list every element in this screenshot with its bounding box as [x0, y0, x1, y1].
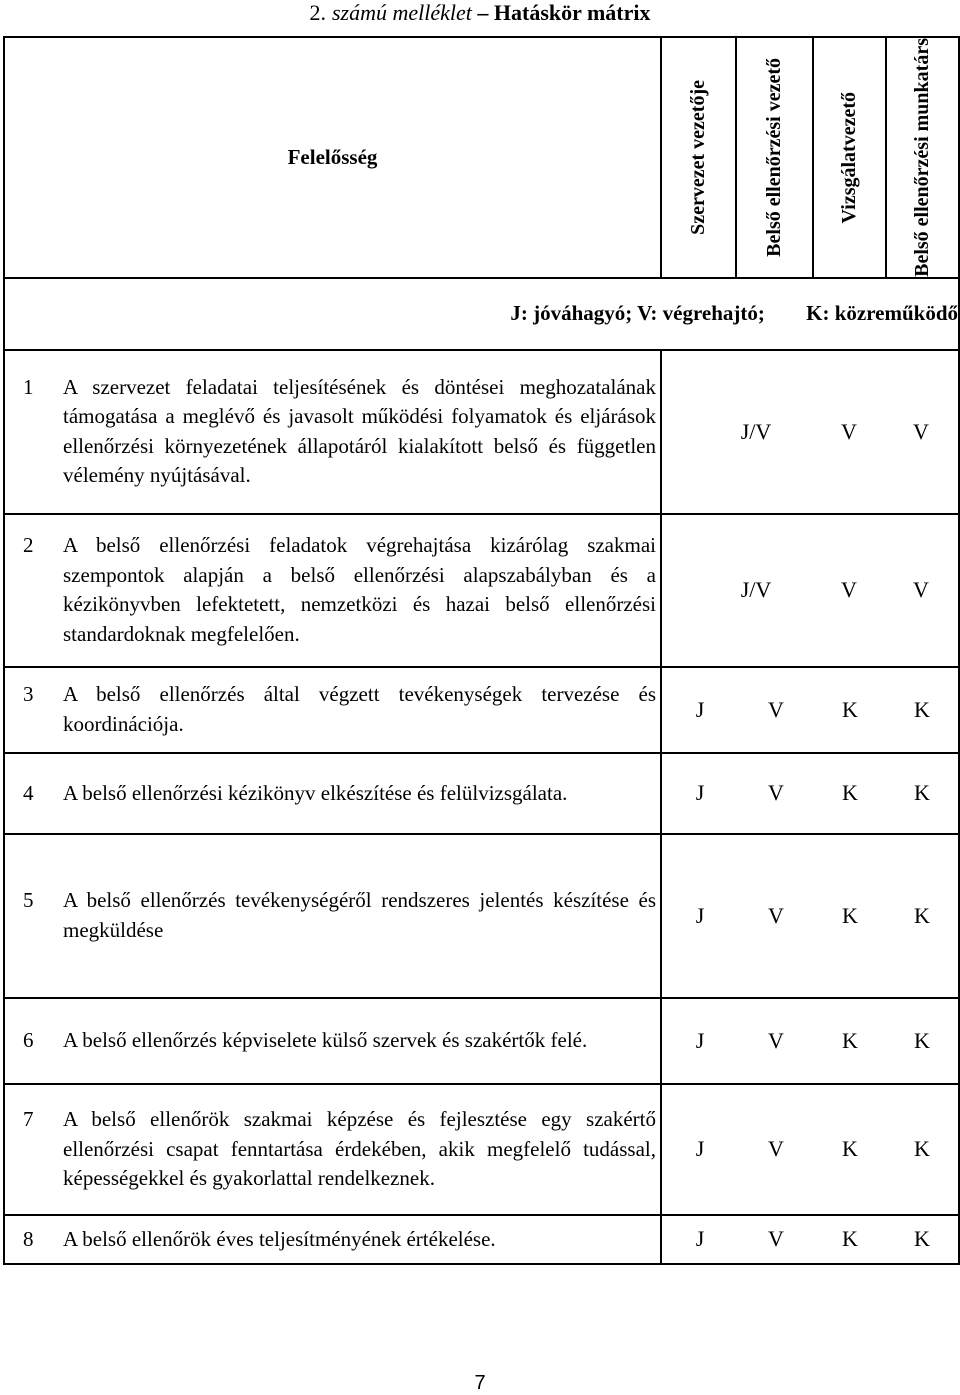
responsibility-mark: K	[914, 1027, 930, 1053]
responsibility-mark: V	[768, 1027, 784, 1053]
task-text: A belső ellenőrzési feladatok végrehajtása kizárólag szakmai szempontok alapján a belső ellenőrzési alapszabályban és a kézikönyvben lefektetett, nemzetközi és hazai belső ellenőrzési standardoknak megfelelően.	[63, 533, 656, 646]
responsibility-mark: V	[841, 418, 857, 444]
task-text: A belső ellenőrök szakmai képzése és fejlesztése egy szakértő ellenőrzési csapat fenntartása érdekében, akik megfelelő tudással, képességekkel és gyakorlattal rendelkeznek.	[63, 1107, 656, 1191]
responsibility-mark: K	[842, 902, 858, 928]
responsibility-marks	[661, 753, 959, 834]
responsibility-mark: V	[913, 577, 929, 603]
task-number: 6	[23, 1028, 34, 1053]
role-header	[736, 37, 813, 278]
task-number: 5	[23, 888, 34, 913]
responsibility-mark: J/V	[740, 418, 772, 444]
task-number: 7	[23, 1107, 34, 1132]
responsibility-marks	[661, 350, 959, 514]
responsibility-matrix-table	[3, 36, 960, 1265]
responsibility-mark: K	[842, 1027, 858, 1053]
page-title	[0, 0, 960, 26]
responsibility-marks	[661, 667, 959, 753]
title-italic: számú melléklet	[331, 0, 472, 25]
task-text: A belső ellenőrzés képviselete külső szervek és szakértők felé.	[63, 1028, 588, 1053]
responsibility-mark: V	[768, 1136, 784, 1162]
task-cell	[4, 514, 661, 667]
responsibility-mark: J	[695, 780, 705, 806]
task-number: 2	[23, 533, 34, 558]
responsibility-mark: K	[842, 1226, 858, 1252]
responsibility-mark: K	[842, 1136, 858, 1162]
responsibility-mark: K	[842, 780, 858, 806]
task-text: A belső ellenőrzés tevékenységéről rendszeres jelentés készítése és megküldése	[63, 888, 656, 942]
title-rest: – Hatáskör mátrix	[477, 0, 651, 25]
responsibility-marks	[661, 998, 959, 1084]
task-cell	[4, 350, 661, 514]
responsibility-marks	[661, 514, 959, 667]
task-row	[4, 350, 959, 514]
responsibility-mark: V	[768, 780, 784, 806]
task-text: A szervezet feladatai teljesítésének és döntései meghozatalának támogatása a meglévő és javasolt működési folyamatok és eljárások ellenőrzési környezetének állapotáról kialakított belső és független vélemény nyújtásával.	[63, 374, 656, 488]
task-text: A belső ellenőrök éves teljesítményének értékelése.	[63, 1226, 496, 1251]
task-row	[4, 998, 959, 1084]
responsibility-mark: V	[768, 902, 784, 928]
task-number: 4	[23, 780, 34, 805]
task-row	[4, 753, 959, 834]
responsibility-mark: J/V	[740, 577, 772, 603]
legend-approver: J: jóváhagyó;	[510, 301, 633, 326]
role-label: Vizsgálatvezető	[838, 91, 860, 224]
task-text: A belső ellenőrzési kézikönyv elkészítése és felülvizsgálata.	[63, 780, 568, 805]
responsibility-marks	[661, 1215, 959, 1264]
responsibility-header: Felelősség	[4, 37, 661, 278]
responsibility-mark: K	[914, 1136, 930, 1162]
task-text: A belső ellenőrzés által végzett tevékenységek tervezése és koordinációja.	[63, 682, 656, 736]
legend-row	[4, 278, 959, 350]
responsibility-mark: K	[914, 780, 930, 806]
task-cell	[4, 1084, 661, 1215]
responsibility-mark: K	[914, 902, 930, 928]
responsibility-marks	[661, 834, 959, 998]
task-number: 3	[23, 682, 34, 707]
task-row	[4, 514, 959, 667]
task-row	[4, 834, 959, 998]
task-number: 8	[23, 1226, 34, 1251]
responsibility-mark: K	[914, 696, 930, 722]
responsibility-mark: J	[695, 696, 705, 722]
task-cell	[4, 834, 661, 998]
role-label: Belső ellenőrzési vezető	[763, 58, 785, 257]
responsibility-mark: K	[914, 1226, 930, 1252]
legend-contributor: K: közreműködő	[806, 301, 958, 326]
task-cell	[4, 753, 661, 834]
page-number: 7	[474, 1372, 486, 1394]
responsibility-mark: J	[695, 902, 705, 928]
responsibility-mark: V	[768, 696, 784, 722]
task-row	[4, 1084, 959, 1215]
legend-executor: V: végrehajtó;	[637, 301, 765, 326]
responsibility-mark: J	[695, 1226, 705, 1252]
responsibility-mark: J	[695, 1136, 705, 1162]
role-header	[813, 37, 886, 278]
responsibility-mark: J	[695, 1027, 705, 1053]
responsibility-mark: V	[768, 1226, 784, 1252]
responsibility-mark: V	[913, 418, 929, 444]
role-label: Szervezet vezetője	[687, 80, 709, 235]
task-cell	[4, 1215, 661, 1264]
task-cell	[4, 998, 661, 1084]
task-number: 1	[23, 374, 34, 399]
task-row	[4, 667, 959, 753]
task-cell	[4, 667, 661, 753]
legend	[4, 278, 959, 350]
header-row	[4, 37, 959, 278]
title-number: 2.	[309, 0, 326, 25]
role-header	[661, 37, 736, 278]
responsibility-marks	[661, 1084, 959, 1215]
responsibility-mark: K	[842, 696, 858, 722]
responsibility-mark: V	[841, 577, 857, 603]
role-header	[886, 37, 959, 278]
task-row	[4, 1215, 959, 1264]
role-label: Belső ellenőrzési munkatárs	[911, 38, 933, 277]
